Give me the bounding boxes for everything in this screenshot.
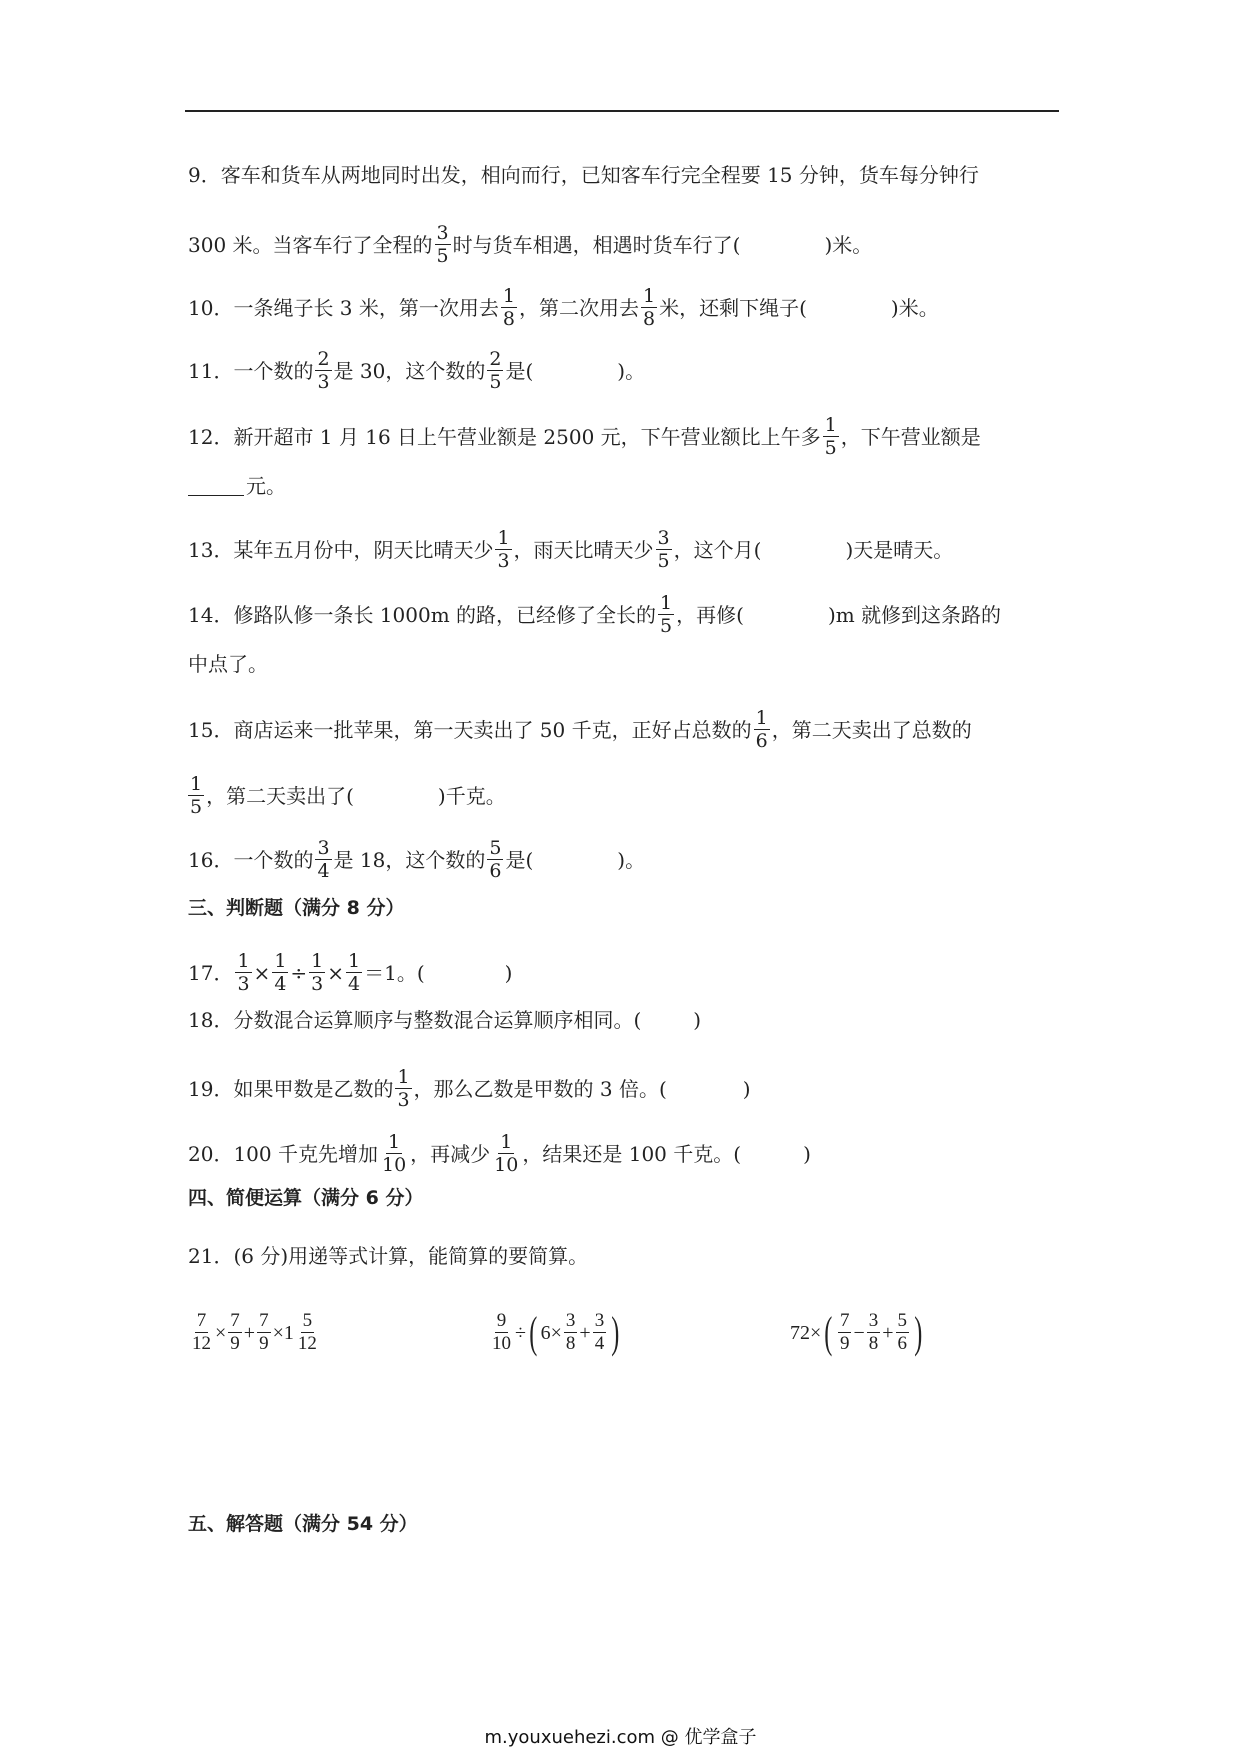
fraction: $\frac{5}{12}$: [297, 1310, 317, 1354]
fraction: $\frac{3}{8}$: [868, 1310, 879, 1354]
q14-line2: 中点了。: [188, 652, 268, 676]
fraction: $\frac{5}{6}$: [489, 837, 502, 882]
q12-line1: 12．新开超市 1 月 16 日上午营业额是 2500 元，下午营业额比上午多 $\frac{1}{5}$ ，下午营业额是: [188, 414, 981, 459]
fraction: $\frac{1}{10}$: [494, 1131, 519, 1176]
q15-line1: 15．商店运来一批苹果，第一天卖出了 50 千克，正好占总数的 $\frac{1}{6}$ ，第二天卖出了总数的: [188, 707, 972, 752]
fraction: $\frac{1}{5}$: [190, 773, 203, 818]
fraction: $\frac{1}{8}$: [502, 285, 515, 330]
q12-line2: 元。: [188, 474, 286, 498]
expression-3: 72 × ( $\frac{7}{9}$ − $\frac{3}{8}$ + $\frac{5}{6}$ ): [790, 1307, 923, 1357]
q9-line1: 9．客车和货车从两地同时出发，相向而行，已知客车行完全程要 15 分钟，货车每分钟行: [188, 163, 979, 187]
fraction: $\frac{2}{3}$: [317, 348, 330, 393]
fraction: $\frac{3}{8}$: [565, 1310, 576, 1354]
q15-line2: $\frac{1}{5}$ ，第二天卖出了( )千克。: [190, 773, 506, 818]
fraction: $\frac{9}{10}$: [492, 1310, 511, 1354]
fraction: $\frac{1}{4}$: [348, 950, 361, 995]
fraction: $\frac{3}{4}$: [317, 837, 330, 882]
fraction: $\frac{5}{6}$: [897, 1310, 907, 1354]
expression-1: $\frac{7}{12}$ × $\frac{7}{9}$ + $\frac{7}{9}$ × 1 $\frac{5}{12}$: [192, 1310, 317, 1354]
fraction: $\frac{1}{3}$: [497, 527, 510, 572]
q18-line: 18．分数混合运算顺序与整数混合运算顺序相同。( ): [188, 1008, 702, 1032]
q9-line2: 300 米。当客车行了全程的 $\frac{3}{5}$ 时与货车相遇，相遇时货车行了( )米。: [188, 222, 873, 267]
section-heading-simplify: 四、简便运算（满分 6 分）: [188, 1187, 424, 1209]
section-heading-solve: 五、解答题（满分 54 分）: [188, 1513, 418, 1535]
q16-line: 16．一个数的 $\frac{3}{4}$ 是 18，这个数的 $\frac{5}{6}$ 是( )。: [188, 837, 646, 882]
fraction: $\frac{1}{3}$: [397, 1066, 410, 1111]
section-heading-judgement: 三、判断题（满分 8 分）: [188, 897, 405, 919]
header-rule: [185, 110, 1059, 112]
fraction: $\frac{3}{5}$: [657, 527, 670, 572]
fraction: $\frac{3}{4}$: [594, 1310, 605, 1354]
answer-blank[interactable]: [188, 477, 244, 496]
fraction: $\frac{7}{12}$: [192, 1310, 211, 1354]
q21-line: 21．(6 分)用递等式计算，能简算的要简算。: [188, 1244, 589, 1268]
q19-line: 19．如果甲数是乙数的 $\frac{1}{3}$ ，那么乙数是甲数的 3 倍。( ): [188, 1066, 751, 1111]
expression-2: $\frac{9}{10}$ ÷ ( 6 × $\frac{3}{8}$ + $\frac{3}{4}$ ): [492, 1307, 620, 1357]
fraction: $\frac{1}{3}$: [237, 950, 250, 995]
q20-line: 20．100 千克先增加 $\frac{1}{10}$ ，再减少 $\frac{1}{10}$ ，结果还是 100 千克。( ): [188, 1131, 811, 1176]
fraction: $\frac{1}{6}$: [755, 707, 768, 752]
fraction: $\frac{2}{5}$: [489, 348, 502, 393]
fraction: $\frac{1}{3}$: [311, 950, 324, 995]
fraction: $\frac{3}{5}$: [436, 222, 449, 267]
fraction: $\frac{7}{9}$: [259, 1310, 269, 1354]
q17-line: 17． $\frac{1}{3}$ × $\frac{1}{4}$ ÷ $\frac{1}{3}$ × $\frac{1}{4}$ ＝1。( ): [188, 950, 513, 995]
fraction: $\frac{1}{5}$: [660, 592, 673, 637]
q10-line: 10．一条绳子长 3 米，第一次用去 $\frac{1}{8}$ ，第二次用去 $\frac{1}{8}$ 米，还剩下绳子( )米。: [188, 285, 939, 330]
fraction: $\frac{1}{8}$: [642, 285, 656, 330]
fraction: $\frac{1}{4}$: [274, 950, 287, 995]
q13-line: 13．某年五月份中，阴天比晴天少 $\frac{1}{3}$ ，雨天比晴天少 $\frac{3}{5}$ ，这个月( )天是晴天。: [188, 527, 954, 572]
footer-watermark[interactable]: m.youxuehezi.com @ 优学盒子: [484, 1727, 757, 1748]
fraction: $\frac{1}{5}$: [824, 414, 837, 459]
fraction: $\frac{7}{9}$: [230, 1310, 240, 1354]
q14-line1: 14．修路队修一条长 1000m 的路，已经修了全长的 $\frac{1}{5}$ ，再修( )m 就修到这条路的: [188, 592, 1002, 637]
q11-line: 11．一个数的 $\frac{2}{3}$ 是 30，这个数的 $\frac{2}{5}$ 是( )。: [188, 348, 646, 393]
fraction: $\frac{1}{10}$: [381, 1131, 407, 1176]
fraction: $\frac{7}{9}$: [839, 1310, 850, 1354]
